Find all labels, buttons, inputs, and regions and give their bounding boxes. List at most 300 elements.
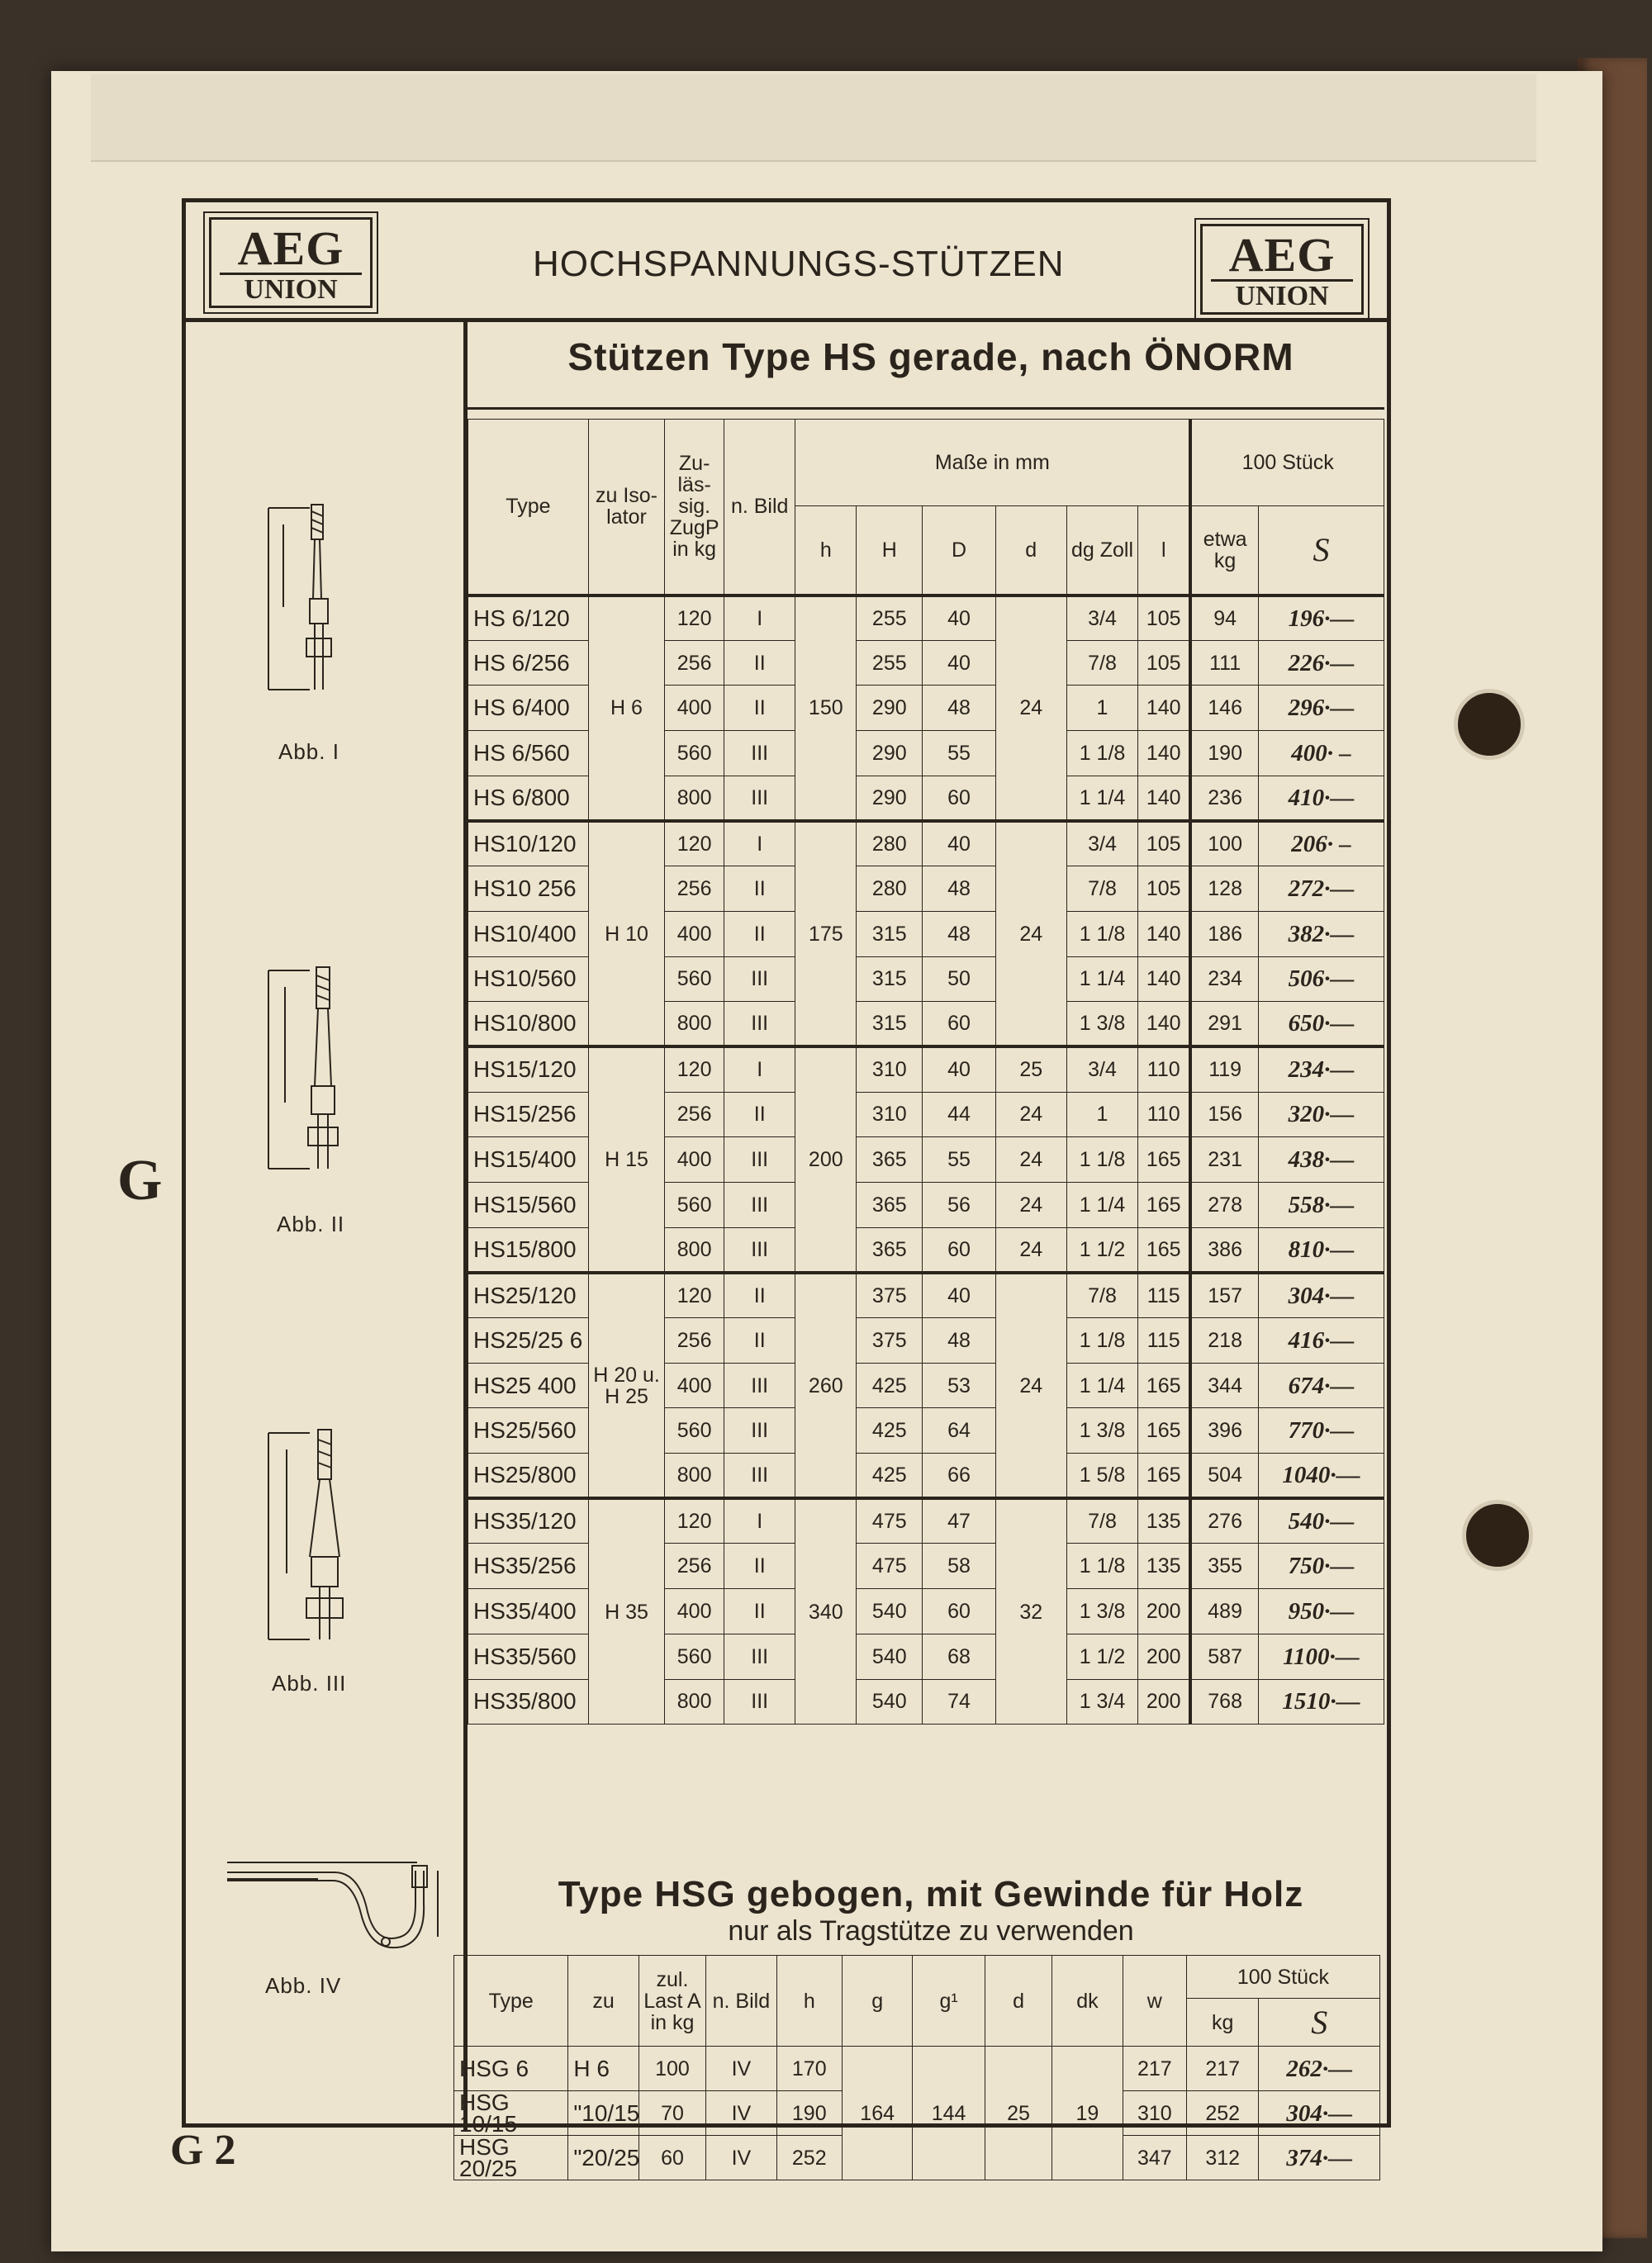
zug-cell: 800	[665, 1454, 724, 1499]
D-cell: 66	[923, 1454, 995, 1499]
D-cell: 74	[923, 1679, 995, 1725]
isolator-cell: H 6	[588, 595, 664, 821]
kg-cell: 234	[1190, 956, 1258, 1002]
table-row	[468, 595, 1384, 641]
d-cell: 24	[995, 1137, 1066, 1183]
dg-cell: 1 1/4	[1066, 1182, 1137, 1227]
D-cell: 60	[923, 1002, 995, 1047]
l-cell: 110	[1138, 1046, 1191, 1092]
d-cell: 25	[985, 2047, 1051, 2180]
type-cell: HS35/560	[468, 1634, 589, 1679]
kg-cell: 504	[1190, 1454, 1258, 1499]
hsg-col-dk: dk	[1052, 1956, 1123, 2047]
zug-cell: 800	[665, 1227, 724, 1273]
kg-cell: 276	[1190, 1498, 1258, 1544]
type-cell: HS15/256	[468, 1092, 589, 1137]
bild-cell: II	[724, 686, 795, 731]
support-drawing-icon	[260, 1425, 368, 1656]
col-h-small: h	[795, 506, 857, 595]
bild-cell: IV	[706, 2091, 776, 2136]
l-cell: 165	[1138, 1227, 1191, 1273]
type-cell: HS 6/256	[468, 640, 589, 686]
price-cell: 650·—	[1258, 1002, 1384, 1047]
type-cell: HS35/800	[468, 1679, 589, 1725]
H-cell: 280	[857, 866, 923, 912]
D-cell: 60	[923, 776, 995, 821]
h-cell: 175	[795, 821, 857, 1046]
zug-cell: 800	[665, 776, 724, 821]
H-cell: 540	[857, 1679, 923, 1725]
type-cell: HS25/25 6	[468, 1318, 589, 1364]
H-cell: 290	[857, 776, 923, 821]
D-cell: 68	[923, 1634, 995, 1679]
support-drawing-icon	[260, 962, 368, 1193]
kg-cell: 128	[1190, 866, 1258, 912]
D-cell: 48	[923, 911, 995, 956]
last-cell: 70	[638, 2091, 705, 2136]
type-cell: HS25/800	[468, 1454, 589, 1499]
l-cell: 165	[1138, 1363, 1191, 1408]
price-cell: 950·—	[1258, 1589, 1384, 1634]
D-cell: 55	[923, 1137, 995, 1183]
zug-cell: 120	[665, 595, 724, 641]
bild-cell: II	[724, 1318, 795, 1364]
bild-cell: II	[724, 1273, 795, 1318]
price-cell: 206· –	[1258, 821, 1384, 866]
dg-cell: 1 1/2	[1066, 1227, 1137, 1273]
aeg-union-logo-left: AEG UNION	[209, 217, 373, 308]
type-cell: HS35/120	[468, 1498, 589, 1544]
table-row	[468, 821, 1384, 866]
D-cell: 40	[923, 821, 995, 866]
d-cell: 25	[995, 1046, 1066, 1092]
zug-cell: 400	[665, 911, 724, 956]
kg-cell: 119	[1190, 1046, 1258, 1092]
kg-cell: 100	[1190, 821, 1258, 866]
bild-cell: III	[724, 1227, 795, 1273]
bild-cell: III	[724, 1002, 795, 1047]
type-cell: HS 6/800	[468, 776, 589, 821]
kg-cell: 218	[1190, 1318, 1258, 1364]
col-masse: Maße in mm	[795, 420, 1190, 506]
dg-cell: 7/8	[1066, 1273, 1137, 1318]
kg-cell: 217	[1186, 2047, 1258, 2091]
col-l: l	[1138, 506, 1191, 595]
kg-cell: 111	[1190, 640, 1258, 686]
price-cell: 320·—	[1258, 1092, 1384, 1137]
H-cell: 315	[857, 956, 923, 1002]
h-cell: 190	[776, 2091, 842, 2136]
zug-cell: 120	[665, 1046, 724, 1092]
bild-cell: IV	[706, 2136, 776, 2180]
H-cell: 475	[857, 1544, 923, 1589]
col-type: Type	[468, 420, 589, 595]
zug-cell: 120	[665, 1273, 724, 1318]
D-cell: 60	[923, 1227, 995, 1273]
D-cell: 58	[923, 1544, 995, 1589]
l-cell: 105	[1138, 595, 1191, 641]
D-cell: 40	[923, 1273, 995, 1318]
d-cell: 24	[995, 821, 1066, 1046]
bild-cell: III	[724, 1634, 795, 1679]
kg-cell: 587	[1190, 1634, 1258, 1679]
H-cell: 315	[857, 1002, 923, 1047]
l-cell: 105	[1138, 866, 1191, 912]
bild-cell: III	[724, 956, 795, 1002]
price-cell: 1510·—	[1258, 1679, 1384, 1725]
zug-cell: 560	[665, 1634, 724, 1679]
zug-cell: 560	[665, 731, 724, 776]
l-cell: 200	[1138, 1679, 1191, 1725]
type-cell: HS25/120	[468, 1273, 589, 1318]
col-zug: Zu- läs- sig. ZugP in kg	[665, 420, 724, 595]
isolator-cell: H 20 u. H 25	[588, 1273, 664, 1498]
bild-cell: IV	[706, 2047, 776, 2091]
g1-cell: 144	[913, 2047, 985, 2180]
l-cell: 115	[1138, 1273, 1191, 1318]
h-cell: 340	[795, 1498, 857, 1724]
dg-cell: 7/8	[1066, 640, 1137, 686]
figure-caption: Abb. III	[272, 1671, 347, 1696]
dg-cell: 1 3/8	[1066, 1002, 1137, 1047]
l-cell: 105	[1138, 640, 1191, 686]
bild-cell: III	[724, 1679, 795, 1725]
zug-cell: 560	[665, 1182, 724, 1227]
zug-cell: 400	[665, 686, 724, 731]
col-100-stueck: 100 Stück	[1190, 420, 1384, 506]
l-cell: 165	[1138, 1182, 1191, 1227]
type-cell: HS35/400	[468, 1589, 589, 1634]
bild-cell: II	[724, 866, 795, 912]
l-cell: 105	[1138, 821, 1191, 866]
type-cell: HSG 20/25	[454, 2136, 568, 2180]
page-number: G 2	[170, 2127, 236, 2174]
isolator-cell: H 15	[588, 1046, 664, 1272]
figure-caption: Abb. II	[277, 1212, 345, 1236]
col-isolator: zu Iso- lator	[588, 420, 664, 595]
H-cell: 365	[857, 1227, 923, 1273]
price-cell: 304·—	[1258, 1273, 1384, 1318]
dg-cell: 1 1/8	[1066, 911, 1137, 956]
dg-cell: 1 1/8	[1066, 1318, 1137, 1364]
kg-cell: 386	[1190, 1227, 1258, 1273]
price-cell: 382·—	[1258, 911, 1384, 956]
isolator-cell: H 35	[588, 1498, 664, 1724]
table-row	[468, 1273, 1384, 1318]
hsg-col-last: zul. Last A in kg	[638, 1956, 705, 2047]
hsg-col-h: h	[776, 1956, 842, 2047]
kg-cell: 231	[1190, 1137, 1258, 1183]
dg-cell: 1 1/4	[1066, 776, 1137, 821]
bild-cell: III	[724, 1454, 795, 1499]
col-d: d	[995, 506, 1066, 595]
page-title: HOCHSPANNUNGS-STÜTZEN	[533, 244, 1065, 284]
bild-cell: III	[724, 1363, 795, 1408]
kg-cell: 252	[1186, 2091, 1258, 2136]
dg-cell: 1 3/8	[1066, 1408, 1137, 1454]
H-cell: 280	[857, 821, 923, 866]
bild-cell: III	[724, 1408, 795, 1454]
bild-cell: III	[724, 1182, 795, 1227]
price-cell: 296·—	[1258, 686, 1384, 731]
dg-cell: 1 3/4	[1066, 1679, 1137, 1725]
d-cell: 24	[995, 1092, 1066, 1137]
bild-cell: II	[724, 1544, 795, 1589]
hs-table	[468, 419, 1384, 1725]
hsg-col-100-stueck: 100 Stück	[1186, 1956, 1379, 1999]
punch-hole-icon	[1462, 1500, 1533, 1571]
H-cell: 425	[857, 1454, 923, 1499]
D-cell: 40	[923, 595, 995, 641]
zug-cell: 800	[665, 1679, 724, 1725]
kg-cell: 236	[1190, 776, 1258, 821]
zug-cell: 400	[665, 1589, 724, 1634]
dg-cell: 3/4	[1066, 595, 1137, 641]
type-cell: HS15/560	[468, 1182, 589, 1227]
h-cell: 200	[795, 1046, 857, 1272]
price-cell: 226·—	[1258, 640, 1384, 686]
kg-cell: 291	[1190, 1002, 1258, 1047]
l-cell: 135	[1138, 1498, 1191, 1544]
H-cell: 255	[857, 640, 923, 686]
zug-cell: 560	[665, 1408, 724, 1454]
dg-cell: 1 3/8	[1066, 1589, 1137, 1634]
col-dg: dg Zoll	[1066, 506, 1137, 595]
hsg-col-g: g	[842, 1956, 912, 2047]
price-cell: 234·—	[1258, 1046, 1384, 1092]
dg-cell: 1 5/8	[1066, 1454, 1137, 1499]
l-cell: 135	[1138, 1544, 1191, 1589]
D-cell: 47	[923, 1498, 995, 1544]
kg-cell: 396	[1190, 1408, 1258, 1454]
type-cell: HS15/800	[468, 1227, 589, 1273]
h-cell: 170	[776, 2047, 842, 2091]
bild-cell: I	[724, 1498, 795, 1544]
kg-cell: 344	[1190, 1363, 1258, 1408]
price-cell: 410·—	[1258, 776, 1384, 821]
l-cell: 165	[1138, 1454, 1191, 1499]
price-cell: 438·—	[1258, 1137, 1384, 1183]
table-row	[454, 2047, 1380, 2091]
price-cell: 540·—	[1258, 1498, 1384, 1544]
col-h-large: H	[857, 506, 923, 595]
type-cell: HS10 256	[468, 866, 589, 912]
zug-cell: 800	[665, 1002, 724, 1047]
dg-cell: 1	[1066, 686, 1137, 731]
price-cell: 1100·—	[1258, 1634, 1384, 1679]
l-cell: 165	[1138, 1137, 1191, 1183]
D-cell: 40	[923, 1046, 995, 1092]
price-cell: 196·—	[1258, 595, 1384, 641]
dg-cell: 3/4	[1066, 821, 1137, 866]
col-bild: n. Bild	[724, 420, 795, 595]
bild-cell: II	[724, 1092, 795, 1137]
zug-cell: 120	[665, 1498, 724, 1544]
hsg-table	[453, 1955, 1380, 2180]
l-cell: 200	[1138, 1634, 1191, 1679]
D-cell: 48	[923, 1318, 995, 1364]
kg-cell: 156	[1190, 1092, 1258, 1137]
price-cell: 674·—	[1258, 1363, 1384, 1408]
type-cell: HS35/256	[468, 1544, 589, 1589]
bild-cell: I	[724, 595, 795, 641]
hsg-col-d: d	[985, 1956, 1051, 2047]
l-cell: 140	[1138, 686, 1191, 731]
hsg-col-w: w	[1123, 1956, 1186, 2047]
content-frame	[182, 198, 1391, 2181]
H-cell: 255	[857, 595, 923, 641]
last-cell: 100	[638, 2047, 705, 2091]
dg-cell: 1 1/8	[1066, 731, 1137, 776]
kg-cell: 186	[1190, 911, 1258, 956]
zu-cell: H 6	[568, 2047, 638, 2091]
price-cell: 770·—	[1258, 1408, 1384, 1454]
price-cell: 506·—	[1258, 956, 1384, 1002]
type-cell: HSG 10/15	[454, 2091, 568, 2136]
zug-cell: 256	[665, 1092, 724, 1137]
l-cell: 140	[1138, 776, 1191, 821]
price-cell: 810·—	[1258, 1227, 1384, 1273]
table-row	[468, 1498, 1384, 1544]
isolator-cell: H 10	[588, 821, 664, 1046]
type-cell: HS15/400	[468, 1137, 589, 1183]
zug-cell: 256	[665, 1544, 724, 1589]
kg-cell: 146	[1190, 686, 1258, 731]
w-cell: 217	[1123, 2047, 1186, 2091]
price-cell: 558·—	[1258, 1182, 1384, 1227]
bild-cell: II	[724, 640, 795, 686]
bild-cell: III	[724, 1137, 795, 1183]
type-cell: HSG 6	[454, 2047, 568, 2091]
kg-cell: 489	[1190, 1589, 1258, 1634]
l-cell: 140	[1138, 911, 1191, 956]
H-cell: 540	[857, 1634, 923, 1679]
bild-cell: I	[724, 1046, 795, 1092]
w-cell: 310	[1123, 2091, 1186, 2136]
kg-cell: 190	[1190, 731, 1258, 776]
H-cell: 315	[857, 911, 923, 956]
d-cell: 24	[995, 1227, 1066, 1273]
hsg-col-zu: zu	[568, 1956, 638, 2047]
h-cell: 252	[776, 2136, 842, 2180]
col-price-s: S	[1258, 506, 1384, 595]
figure-caption: Abb. I	[278, 739, 339, 764]
zug-cell: 400	[665, 1363, 724, 1408]
type-cell: HS10/120	[468, 821, 589, 866]
hsg-col-bild: n. Bild	[706, 1956, 776, 2047]
section-margin-mark: G	[117, 1149, 163, 1212]
l-cell: 140	[1138, 1002, 1191, 1047]
h-cell: 150	[795, 595, 857, 821]
support-drawing-icon	[260, 500, 359, 706]
dg-cell: 1	[1066, 1092, 1137, 1137]
price-cell: 262·—	[1259, 2047, 1380, 2091]
type-cell: HS 6/120	[468, 595, 589, 641]
bild-cell: I	[724, 821, 795, 866]
D-cell: 40	[923, 640, 995, 686]
bent-support-drawing-icon	[211, 1846, 450, 1970]
l-cell: 200	[1138, 1589, 1191, 1634]
kg-cell: 355	[1190, 1544, 1258, 1589]
hsg-col-g1: g¹	[913, 1956, 985, 2047]
zug-cell: 400	[665, 1137, 724, 1183]
hsg-col-price-s: S	[1259, 1999, 1380, 2047]
zug-cell: 256	[665, 866, 724, 912]
price-cell: 272·—	[1258, 866, 1384, 912]
d-cell: 24	[995, 1182, 1066, 1227]
zug-cell: 256	[665, 640, 724, 686]
H-cell: 475	[857, 1498, 923, 1544]
section-title-hsg: Type HSG gebogen, mit Gewinde für Holz	[558, 1874, 1304, 1914]
price-cell: 304·—	[1259, 2091, 1380, 2136]
col-kg: etwa kg	[1190, 506, 1258, 595]
w-cell: 347	[1123, 2136, 1186, 2180]
D-cell: 60	[923, 1589, 995, 1634]
zu-cell: "20/25	[568, 2136, 638, 2180]
section-subtitle-hsg: nur als Tragstütze zu verwenden	[728, 1915, 1134, 1947]
dg-cell: 1 1/8	[1066, 1137, 1137, 1183]
l-cell: 110	[1138, 1092, 1191, 1137]
bild-cell: II	[724, 911, 795, 956]
dg-cell: 3/4	[1066, 1046, 1137, 1092]
type-cell: HS10/560	[468, 956, 589, 1002]
H-cell: 540	[857, 1589, 923, 1634]
l-cell: 140	[1138, 731, 1191, 776]
d-cell: 24	[995, 1273, 1066, 1498]
D-cell: 55	[923, 731, 995, 776]
type-cell: HS25 400	[468, 1363, 589, 1408]
price-cell: 1040·—	[1258, 1454, 1384, 1499]
g-cell: 164	[842, 2047, 912, 2180]
table-row	[468, 1046, 1384, 1092]
section-title-hs: Stützen Type HS gerade, nach ÖNORM	[567, 335, 1294, 378]
dg-cell: 7/8	[1066, 1498, 1137, 1544]
H-cell: 290	[857, 731, 923, 776]
h-cell: 260	[795, 1273, 857, 1498]
l-cell: 115	[1138, 1318, 1191, 1364]
zug-cell: 120	[665, 821, 724, 866]
type-cell: HS10/800	[468, 1002, 589, 1047]
H-cell: 310	[857, 1046, 923, 1092]
H-cell: 365	[857, 1182, 923, 1227]
D-cell: 56	[923, 1182, 995, 1227]
bild-cell: II	[724, 1589, 795, 1634]
last-cell: 60	[638, 2136, 705, 2180]
zug-cell: 256	[665, 1318, 724, 1364]
dg-cell: 1 1/4	[1066, 1363, 1137, 1408]
dg-cell: 1 1/8	[1066, 1544, 1137, 1589]
D-cell: 53	[923, 1363, 995, 1408]
col-D: D	[923, 506, 995, 595]
d-cell: 32	[995, 1498, 1066, 1724]
type-cell: HS 6/400	[468, 686, 589, 731]
price-cell: 400· –	[1258, 731, 1384, 776]
D-cell: 64	[923, 1408, 995, 1454]
d-cell: 24	[995, 595, 1066, 821]
l-cell: 140	[1138, 956, 1191, 1002]
H-cell: 290	[857, 686, 923, 731]
H-cell: 425	[857, 1408, 923, 1454]
page-tab-strip	[91, 74, 1536, 162]
zug-cell: 560	[665, 956, 724, 1002]
type-cell: HS10/400	[468, 911, 589, 956]
bild-cell: III	[724, 776, 795, 821]
H-cell: 310	[857, 1092, 923, 1137]
price-cell: 374·—	[1259, 2136, 1380, 2180]
H-cell: 365	[857, 1137, 923, 1183]
dg-cell: 1 1/4	[1066, 956, 1137, 1002]
kg-cell: 278	[1190, 1182, 1258, 1227]
